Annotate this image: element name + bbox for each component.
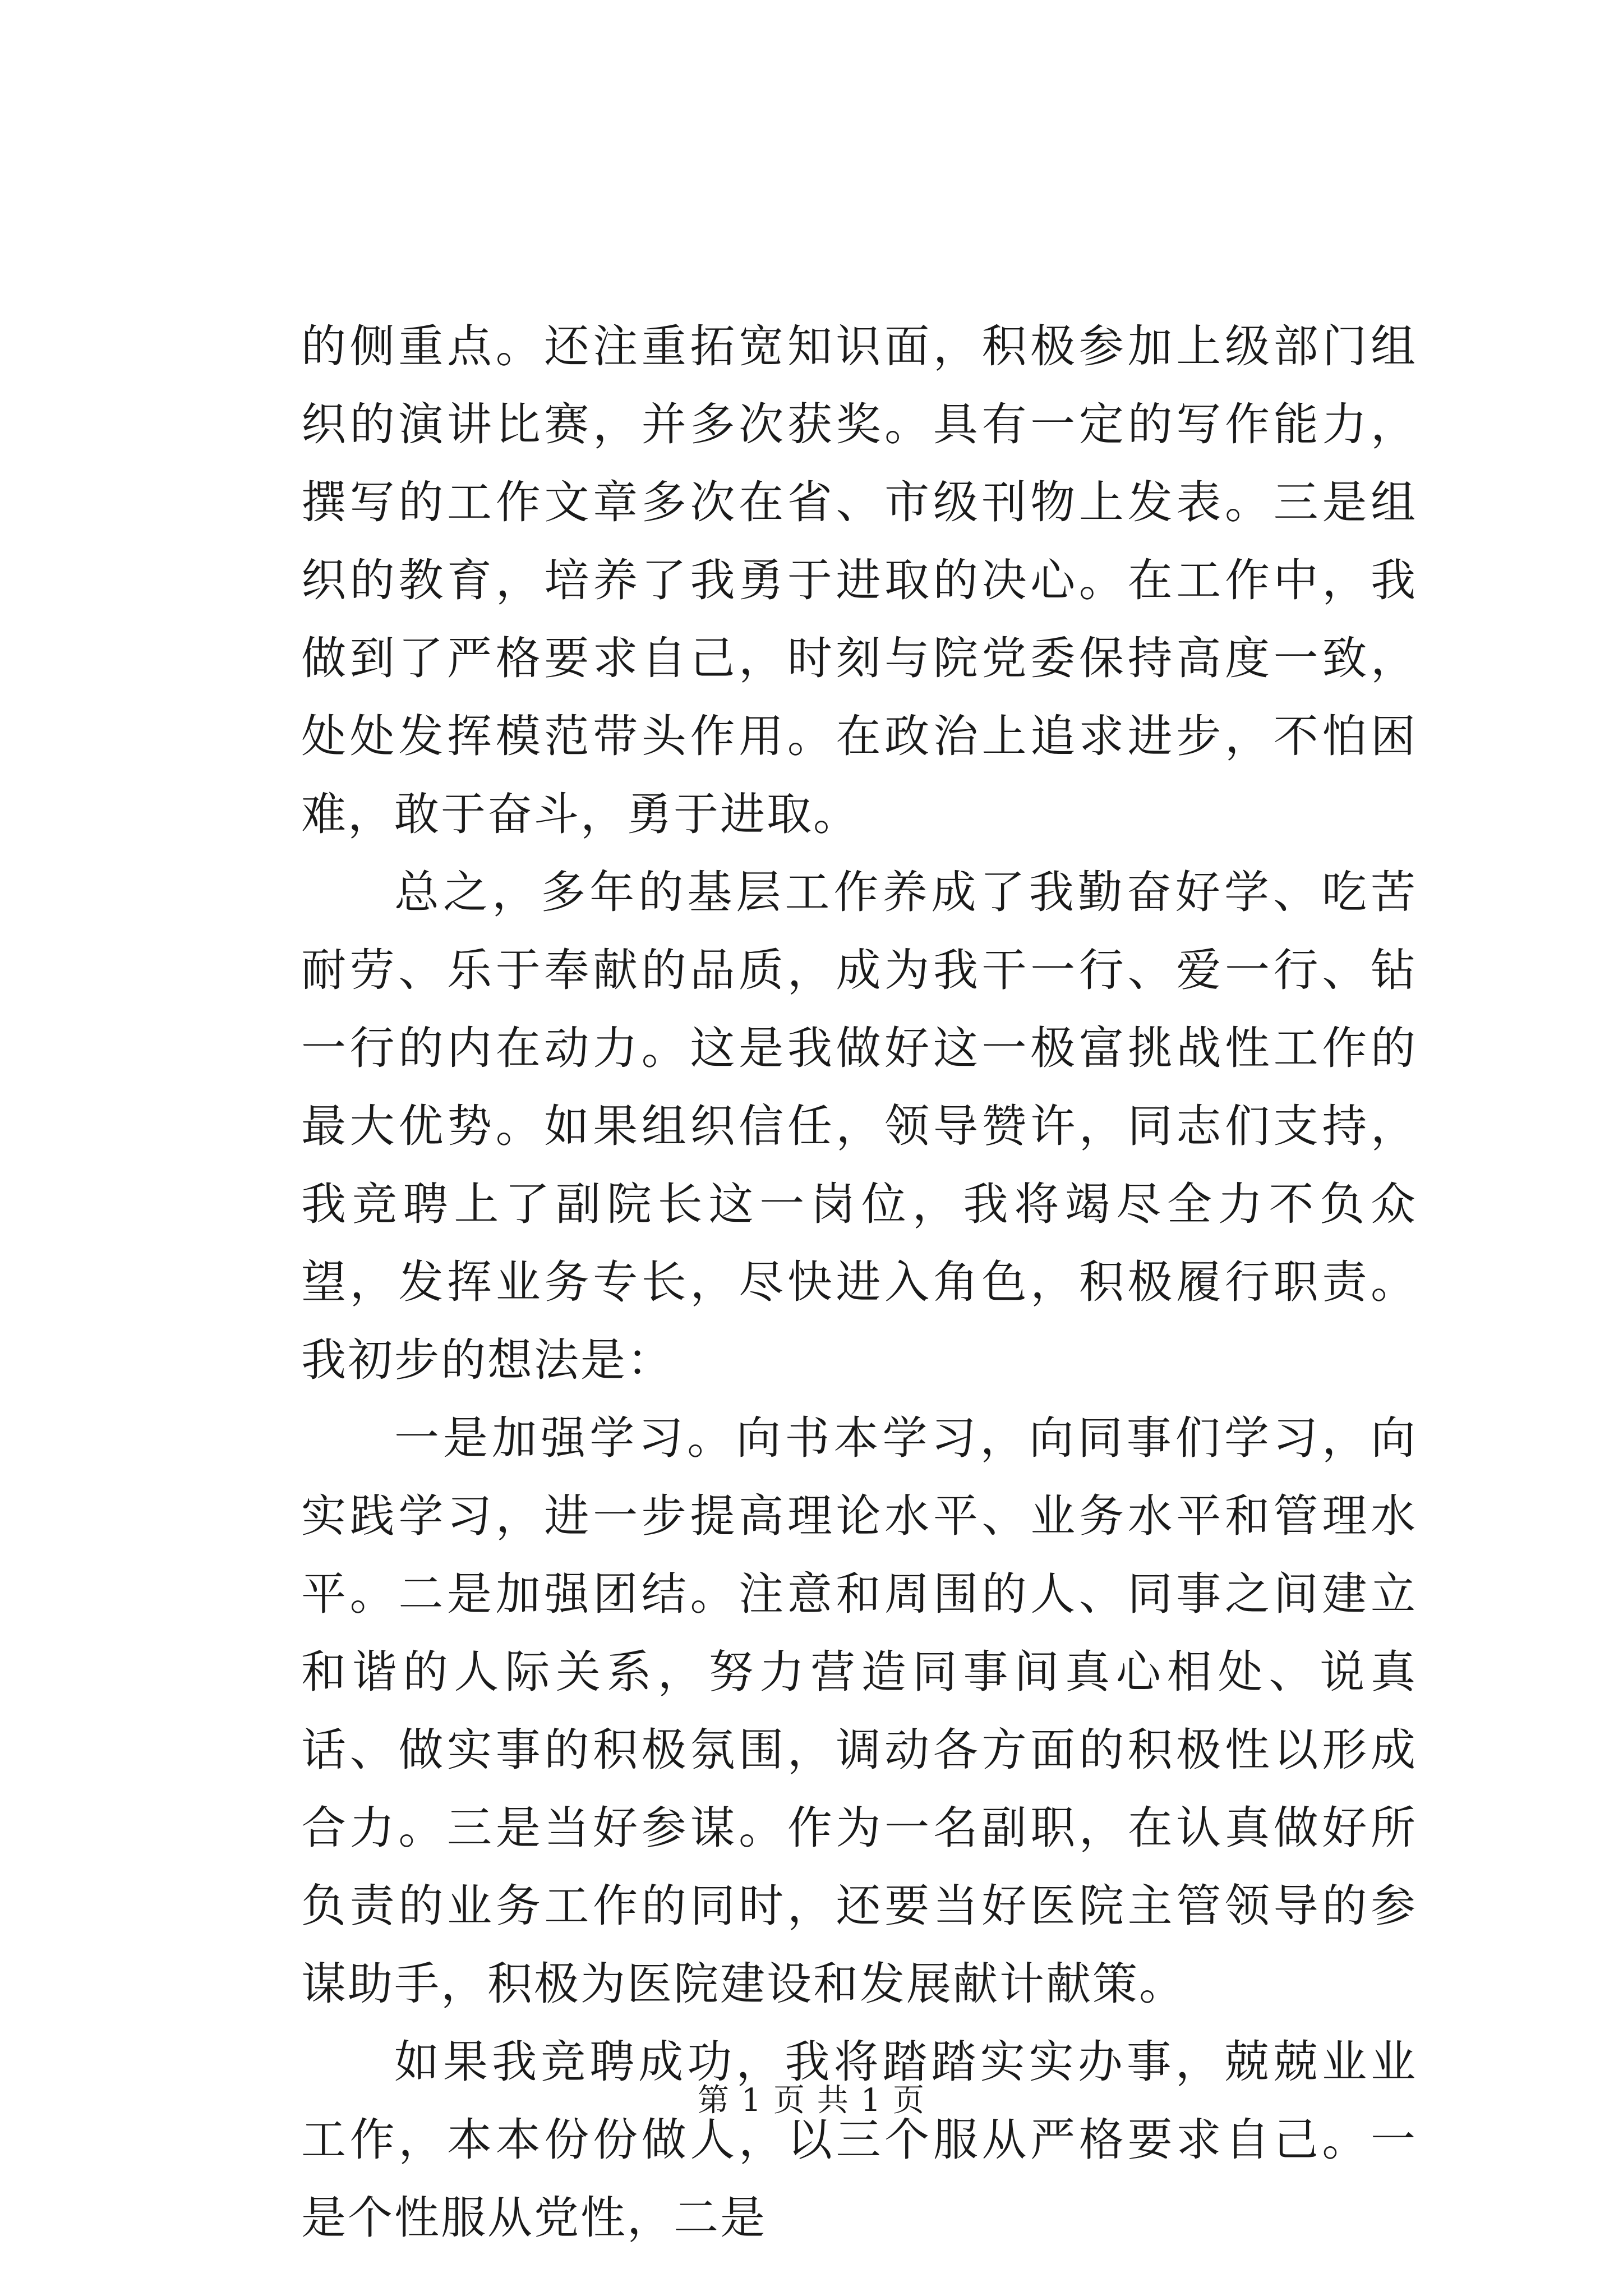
paragraph-4: 如果我竞聘成功，我将踏踏实实办事，兢兢业业工作，本本份份做人，以三个服从严格要求自己。一是个性服从党性，二是 [301,2036,1417,2244]
paragraph-2: 总之，多年的基层工作养成了我勤奋好学、吃苦耐劳、乐于奉献的品质，成为我干一行、爱一行、钻一行的内在动力。这是我做好这一极富挑战性工作的最大优势。如果组织信任，领导赞许，同志们支持，我竞聘上了副院长这一岗位，我将竭尽全力不负众望，发挥业务专长，尽快进入角色，积极履行职责。我初步的想法是： [301,866,1417,1386]
document-body [301,307,1417,2257]
paragraph-1: 的侧重点。还注重拓宽知识面，积极参加上级部门组织的演讲比赛，并多次获奖。具有一定的写作能力，撰写的工作文章多次在省、市级刊物上发表。三是组织的教育，培养了我勇于进取的决心。在工作中，我做到了严格要求自己，时刻与院党委保持高度一致，处处发挥模范带头作用。在政治上追求进步，不怕困难，敢于奋斗，勇于进取。 [301,320,1417,840]
paragraph-3: 一是加强学习。向书本学习，向同事们学习，向实践学习，进一步提高理论水平、业务水平和管理水平。二是加强团结。注意和周围的人、同事之间建立和谐的人际关系，努力营造同事间真心相处、说真话、做实事的积极氛围，调动各方面的积极性以形成合力。三是当好参谋。作为一名副职，在认真做好所负责的业务工作的同时，还要当好医院主管领导的参谋助手，积极为医院建设和发展献计献策。 [301,1412,1417,2010]
page-footer: 第 1 页 共 1 页 [697,2082,926,2119]
